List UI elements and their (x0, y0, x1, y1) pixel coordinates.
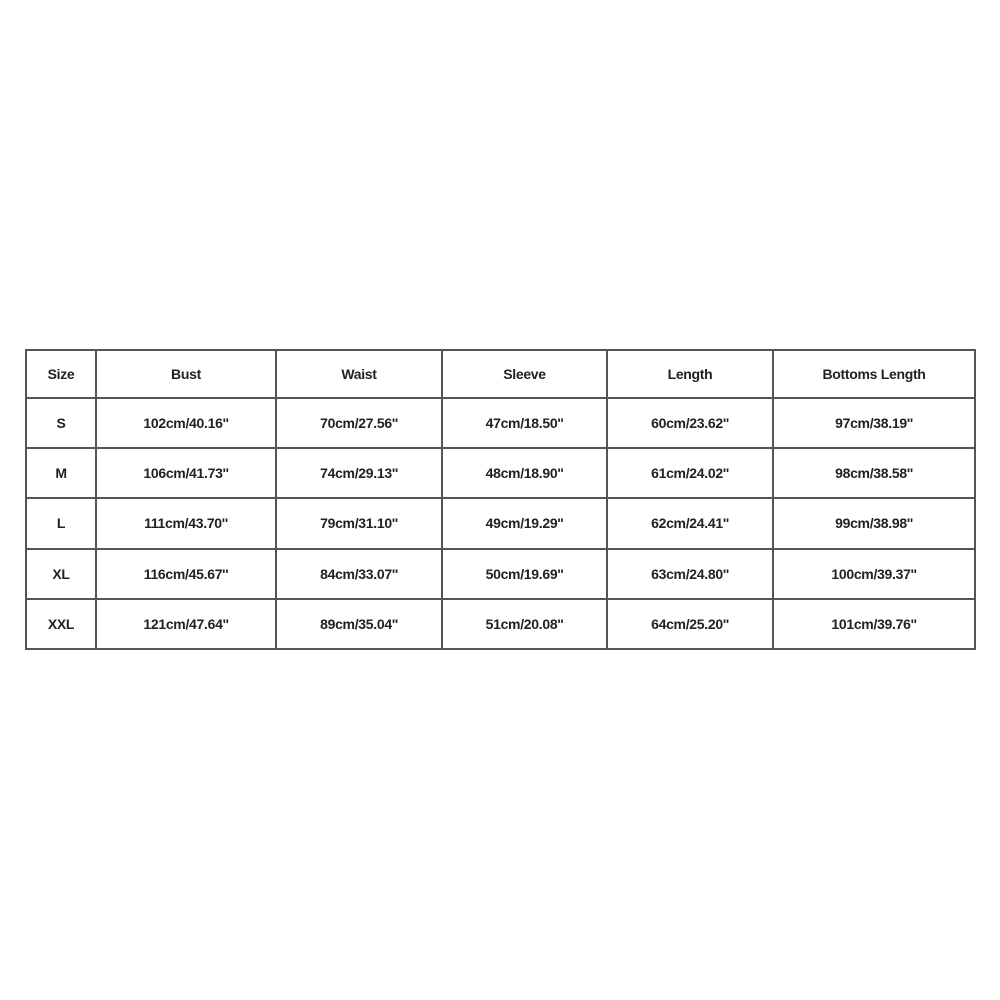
bust-cell: 111cm/43.70'' (96, 498, 276, 548)
header-row (26, 350, 975, 398)
size-cell: S (26, 398, 96, 448)
bust-cell: 102cm/40.16'' (96, 398, 276, 448)
bottoms-length-cell: 101cm/39.76'' (773, 599, 975, 649)
waist-cell: 89cm/35.04'' (276, 599, 442, 649)
waist-cell: 74cm/29.13'' (276, 448, 442, 498)
table-row (26, 448, 975, 498)
table-row (26, 498, 975, 548)
bottoms-length-cell: 97cm/38.19'' (773, 398, 975, 448)
bust-cell: 106cm/41.73'' (96, 448, 276, 498)
header-length: Length (607, 350, 773, 398)
header-waist: Waist (276, 350, 442, 398)
length-cell: 63cm/24.80'' (607, 549, 773, 599)
length-cell: 62cm/24.41'' (607, 498, 773, 548)
size-cell: XXL (26, 599, 96, 649)
size-cell: L (26, 498, 96, 548)
table-row (26, 599, 975, 649)
size-cell: XL (26, 549, 96, 599)
sleeve-cell: 50cm/19.69'' (442, 549, 607, 599)
sleeve-cell: 47cm/18.50'' (442, 398, 607, 448)
header-sleeve: Sleeve (442, 350, 607, 398)
table-row (26, 398, 975, 448)
size-cell: M (26, 448, 96, 498)
bottoms-length-cell: 98cm/38.58'' (773, 448, 975, 498)
sleeve-cell: 48cm/18.90'' (442, 448, 607, 498)
bottoms-length-cell: 100cm/39.37'' (773, 549, 975, 599)
bottoms-length-cell: 99cm/38.98'' (773, 498, 975, 548)
waist-cell: 79cm/31.10'' (276, 498, 442, 548)
bust-cell: 116cm/45.67'' (96, 549, 276, 599)
size-chart-table (25, 349, 976, 650)
bust-cell: 121cm/47.64'' (96, 599, 276, 649)
waist-cell: 84cm/33.07'' (276, 549, 442, 599)
length-cell: 60cm/23.62'' (607, 398, 773, 448)
waist-cell: 70cm/27.56'' (276, 398, 442, 448)
header-bust: Bust (96, 350, 276, 398)
table-row (26, 549, 975, 599)
header-size: Size (26, 350, 96, 398)
length-cell: 64cm/25.20'' (607, 599, 773, 649)
sleeve-cell: 51cm/20.08'' (442, 599, 607, 649)
length-cell: 61cm/24.02'' (607, 448, 773, 498)
sleeve-cell: 49cm/19.29'' (442, 498, 607, 548)
header-bottoms-length: Bottoms Length (773, 350, 975, 398)
